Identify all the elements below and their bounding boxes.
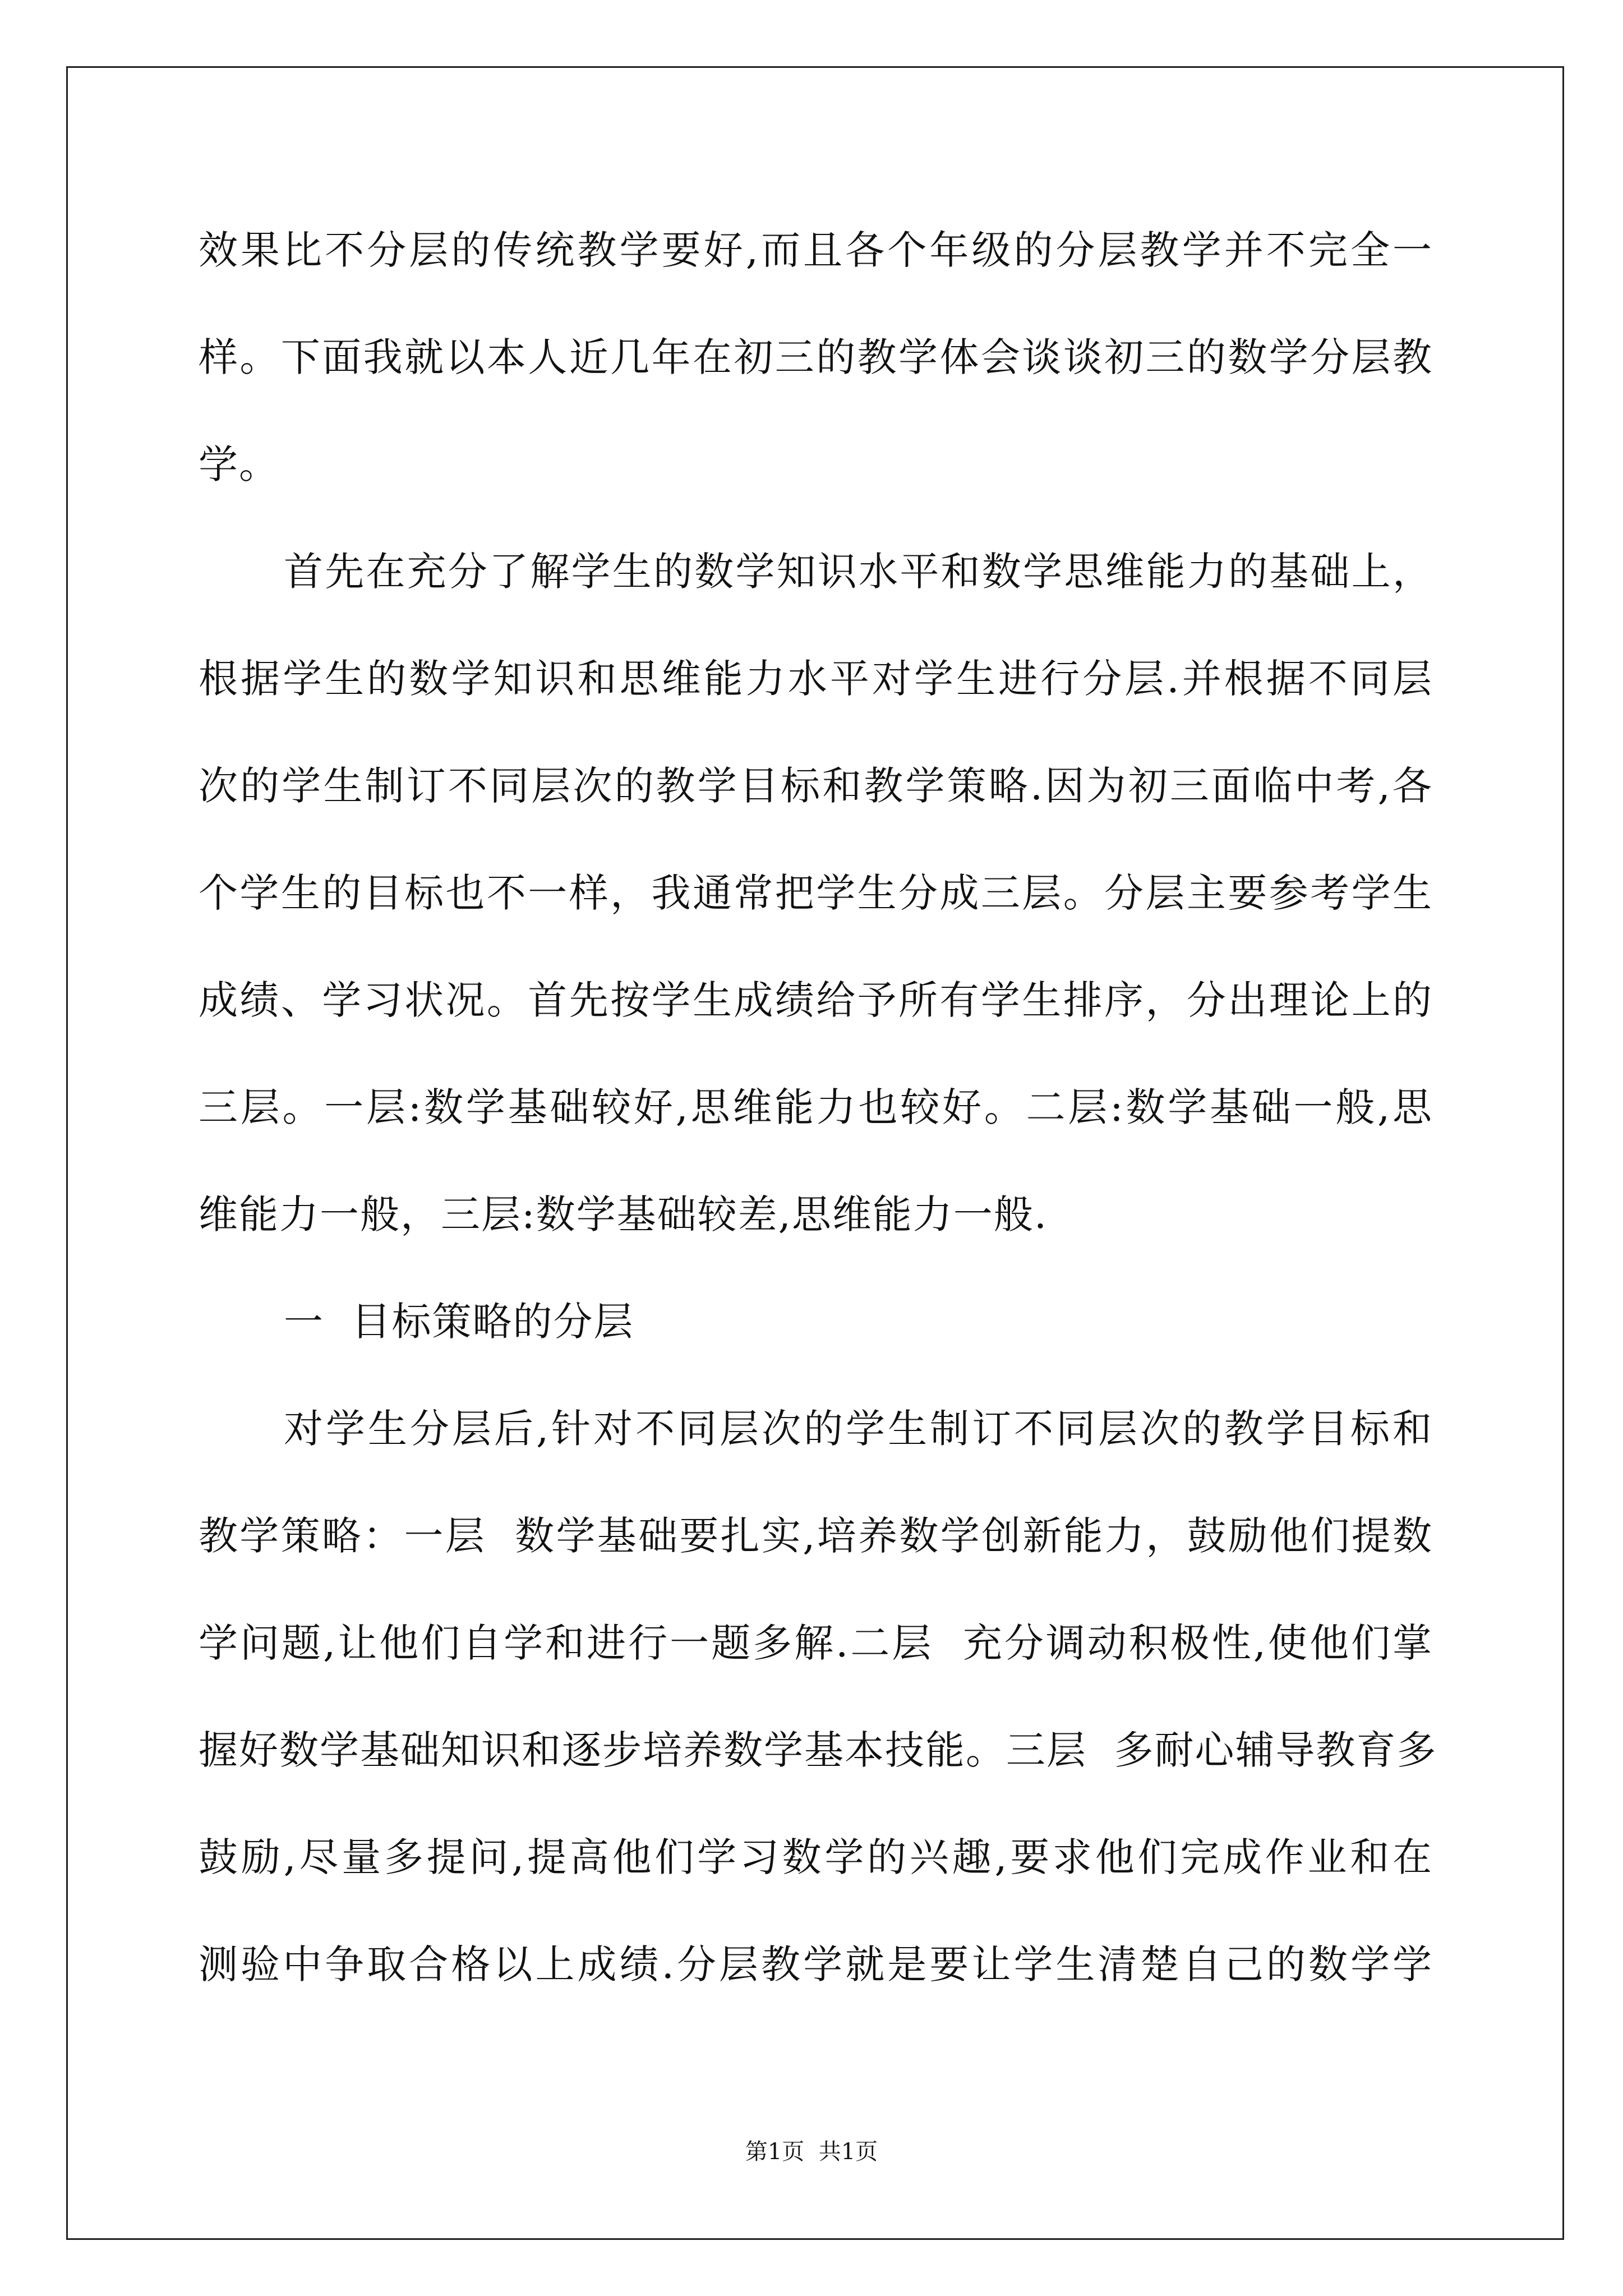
paragraph-2: [199, 518, 1433, 1268]
text-line: 维能力一般，三层:数学基础较差,思维能力一般.: [199, 1191, 1048, 1237]
text-line: 握好数学基础知识和逐步培养数学基本技能。三层 多耐心辅导教育多: [199, 1727, 1437, 1773]
document-body: [199, 197, 1437, 2018]
text-line: 效果比不分层的传统教学要好,而且各个年级的分层教学并不完全一: [199, 227, 1433, 273]
text-line: 教学策略：一层 数学基础要扎实,培养数学创新能力，鼓励他们提数: [199, 1513, 1433, 1559]
text-line: 根据学生的数学知识和思维能力水平对学生进行分层.并根据不同层: [199, 656, 1433, 702]
text-line: 测验中争取合格以上成绩.分层教学就是要让学生清楚自己的数学学: [199, 1941, 1433, 1987]
text-line: 个学生的目标也不一样，我通常把学生分成三层。分层主要参考学生: [199, 870, 1433, 916]
text-line: 三层。一层:数学基础较好,思维能力也较好。二层:数学基础一般,思: [199, 1084, 1433, 1130]
text-line: 首先在充分了解学生的数学知识水平和数学思维能力的基础上，: [284, 549, 1433, 595]
paragraph-3: [199, 1375, 1437, 2018]
page-footer: 第1页 共1页: [745, 2139, 878, 2165]
text-line: 样。下面我就以本人近几年在初三的教学体会谈谈初三的数学分层教: [199, 334, 1433, 380]
paragraph-1: [199, 197, 1433, 518]
section-heading: [199, 1268, 1433, 1375]
text-line: 次的学生制订不同层次的教学目标和教学策略.因为初三面临中考,各: [199, 763, 1433, 809]
text-line: 对学生分层后,针对不同层次的学生制订不同层次的教学目标和: [284, 1406, 1433, 1452]
text-line: 成绩、学习状况。首先按学生成绩给予所有学生排序，分出理论上的: [199, 977, 1433, 1023]
text-line: 学。: [199, 441, 279, 487]
section-heading-text: 一 目标策略的分层: [284, 1299, 634, 1345]
text-line: 鼓励,尽量多提问,提高他们学习数学的兴趣,要求他们完成作业和在: [199, 1834, 1433, 1880]
text-line: 学问题,让他们自学和进行一题多解.二层 充分调动积极性,使他们掌: [199, 1620, 1433, 1666]
